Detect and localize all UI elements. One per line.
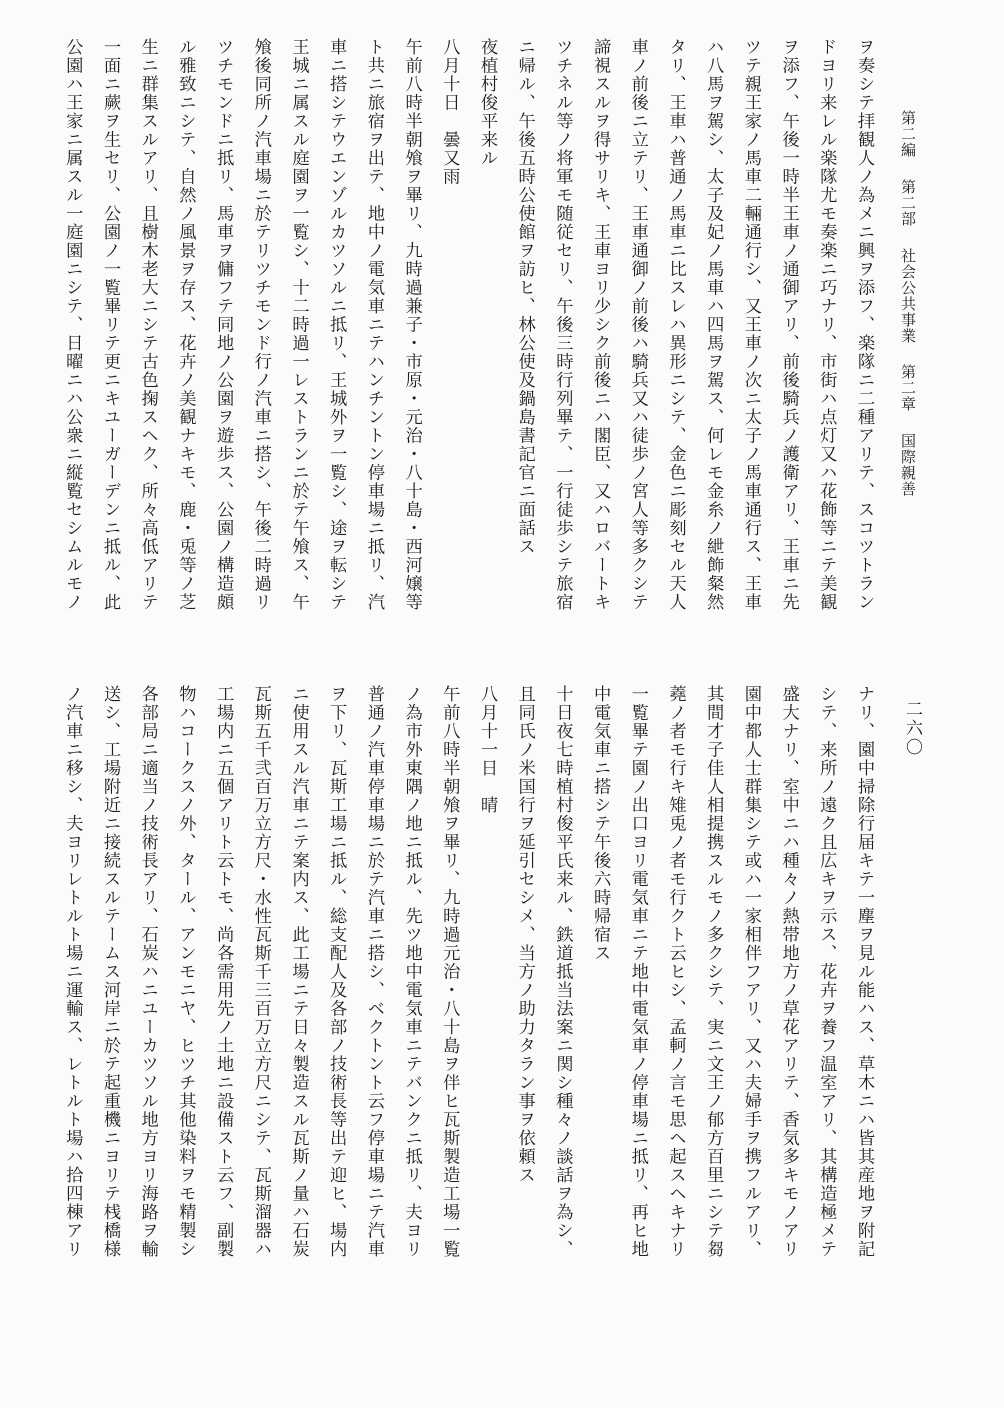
text-column: ヲ奏シテ拝観人ノ為メニ興ヲ添フ、楽隊ニ二種アリテ、スコツトラン [854, 38, 874, 612]
text-column: ニ帰ル、午後五時公使館ヲ訪ヒ、林公使及鍋島書記官ニ面話ス [514, 38, 535, 556]
text-column: ト共ニ旅宿ヲ出テ、地中ノ電気車ニテハンチントン停車場ニ抵リ、汽 [363, 38, 384, 612]
text-column: 且同氏ノ米国行ヲ延引セシメ、当方ノ助力タラン事ヲ依頼ス [514, 685, 535, 1185]
text-column: ドヨリ来レル楽隊尤モ奏楽ニ巧ナリ、市街ハ点灯又ハ花飾等ニテ美観 [816, 38, 837, 612]
text-column: ヲ下リ、瓦斯工場ニ抵ル、総支配人及各部ノ技術長等出テ迎ヒ、場内 [326, 685, 347, 1259]
text-column: 夜植村俊平来ル [477, 38, 497, 168]
text-column: 午前八時半朝飧ヲ畢リ、九時過兼子・市原・元治・八十島・西河嬢等 [401, 38, 422, 612]
text-column: シテ、来所ノ遠ク且広キヲ示ス、花卉ヲ養フ温室アリ、其構造極メテ [816, 685, 837, 1259]
text-column: 午前八時半朝飧ヲ畢リ、九時過元治・八十島ヲ伴ヒ瓦斯製造工場一覧 [439, 685, 460, 1259]
text-column: 車ノ前後ニ立テリ、王車通御ノ前後ハ騎兵又ハ徒歩ノ宮人等多クシテ [627, 38, 648, 612]
text-column: ル雅致ニシテ、自然ノ風景ヲ存ス、花卉ノ美観ナキモ、鹿・兎等ノ芝 [175, 38, 196, 612]
header-section: 第二部 [899, 178, 917, 227]
text-column: ツチネル等ノ将軍モ随従セリ、午後三時行列畢テ、一行徒歩シテ旅宿 [552, 38, 573, 612]
text-column: ノ為市外東隅ノ地ニ抵ル、先ツ地中電気車ニテバンクニ抵リ、夫ヨリ [401, 685, 422, 1259]
text-column: 各部局ニ適当ノ技術長アリ、石炭ハニユーカツソル地方ヨリ海路ヲ輸 [137, 685, 158, 1259]
text-column: 諦視スルヲ得サリキ、王車ヨリ少シク前後ニハ閣臣、又ハロバートキ [590, 38, 611, 612]
header-division: 社会公共事業 [899, 247, 917, 344]
text-column: タリ、王車ハ普通ノ馬車ニ比スレハ異形ニシテ、金色ニ彫刻セル天人 [665, 38, 686, 612]
text-column: ニ使用スル汽車ニテ案内ス、此工場ニテ日々製造スル瓦斯ノ量ハ石炭 [288, 685, 309, 1259]
text-column: 公園ハ王家ニ属スル一庭園ニシテ、日曜ニハ公衆ニ縦覧セシムルモノ [62, 38, 83, 612]
text-column: 飧後同所ノ汽車場ニ於テリツチモンド行ノ汽車ニ搭シ、午後二時過リ [250, 38, 271, 612]
text-column: 十日夜七時植村俊平氏来ル、鉄道抵当法案ニ関シ種々ノ談話ヲ為シ、 [552, 685, 573, 1259]
text-column: 中電気車ニ搭シテ午後六時帰宿ス [590, 685, 611, 963]
text-column: 普通ノ汽車停車場ニ於テ汽車ニ搭シ、ベクトント云フ停車場ニテ汽車 [363, 685, 384, 1259]
header-title: 国際親善 [899, 433, 917, 498]
text-column: 送シ、工場附近ニ接続スルテームス河岸ニ於テ起重機ニヨリテ桟橋様 [100, 685, 120, 1259]
text-column: 車ニ搭シテウエンゾルカツソルニ抵リ、王城外ヲ一覧シ、途ヲ転シテ [326, 38, 347, 612]
running-header [898, 110, 919, 512]
text-column: ノ汽車ニ移シ、夫ヨリレトルト場ニ運輸ス、レトルト場ハ拾四棟アリ [62, 685, 83, 1259]
text-column: 生ニ群集スルアリ、且樹木老大ニシテ古色掬スヘク、所々高低アリテ [137, 38, 158, 612]
text-column: ツチモンドニ抵リ、馬車ヲ傭フテ同地ノ公園ヲ遊歩ス、公園ノ構造頗 [213, 38, 234, 612]
text-column: ナリ、園中掃除行届キテ一塵ヲ見ル能ハス、草木ニハ皆其産地ヲ附記 [854, 685, 874, 1259]
text-column: 瓦斯五千弐百万立方尺・水性瓦斯千三百万立方尺ニシテ、瓦斯溜器ハ [250, 685, 271, 1259]
text-column: 一面ニ蕨ヲ生セリ、公園ノ一覧畢リテ更ニキユーガーデンニ抵ル、此 [100, 38, 120, 612]
text-column: 一覧畢テ園ノ出口ヨリ電気車ニテ地中電気車ノ停車場ニ抵リ、再ヒ地 [627, 685, 648, 1259]
text-column: 王城ニ属スル庭園ヲ一覧シ、十二時過一レストランニ於テ午飧ス、午 [288, 38, 309, 612]
text-column: 工場内ニ五個アリト云トモ、尚各需用先ノ土地ニ設備スト云フ、副製 [213, 685, 234, 1259]
text-column: 其間才子佳人相提携スルモノ多クシテ、実ニ文王ノ郁方百里ニシテ芻 [703, 685, 724, 1259]
text-column: 八月十一日 晴 [477, 685, 497, 815]
text-column: 物ハコークスノ外、タール、アンモニヤ、ヒツチ其他染料ヲモ精製シ [175, 685, 196, 1259]
text-column: ハ八馬ヲ駕シ、太子及妃ノ馬車ハ四馬ヲ駕ス、何レモ金糸ノ紲飾粲然 [703, 38, 724, 612]
text-column: 蕘ノ者モ行キ雉兎ノ者モ行クト云ヒシ、孟軻ノ言モ思ヘ起スヘキナリ [665, 685, 686, 1259]
text-column: ツテ親王家ノ馬車二輛通行シ、又王車ノ次ニ太子ノ馬車通行ス、王車 [740, 38, 761, 612]
text-column: 盛大ナリ、室中ニハ種々ノ熱帯地方ノ草花アリテ、香気多キモノアリ [778, 685, 799, 1259]
text-column: ヲ添フ、午後一時半王車ノ通御アリ、前後騎兵ノ護衛アリ、王車ニ先 [778, 38, 799, 612]
header-part: 第二編 [899, 110, 917, 158]
text-column: 園中都人士群集シテ或ハ一家相伴フアリ、又ハ夫婦手ヲ携フルアリ、 [740, 685, 761, 1259]
page-number: 二六〇 [902, 700, 922, 757]
text-column: 八月十日 曇又雨 [439, 38, 460, 186]
header-chapter: 第二章 [899, 364, 917, 413]
